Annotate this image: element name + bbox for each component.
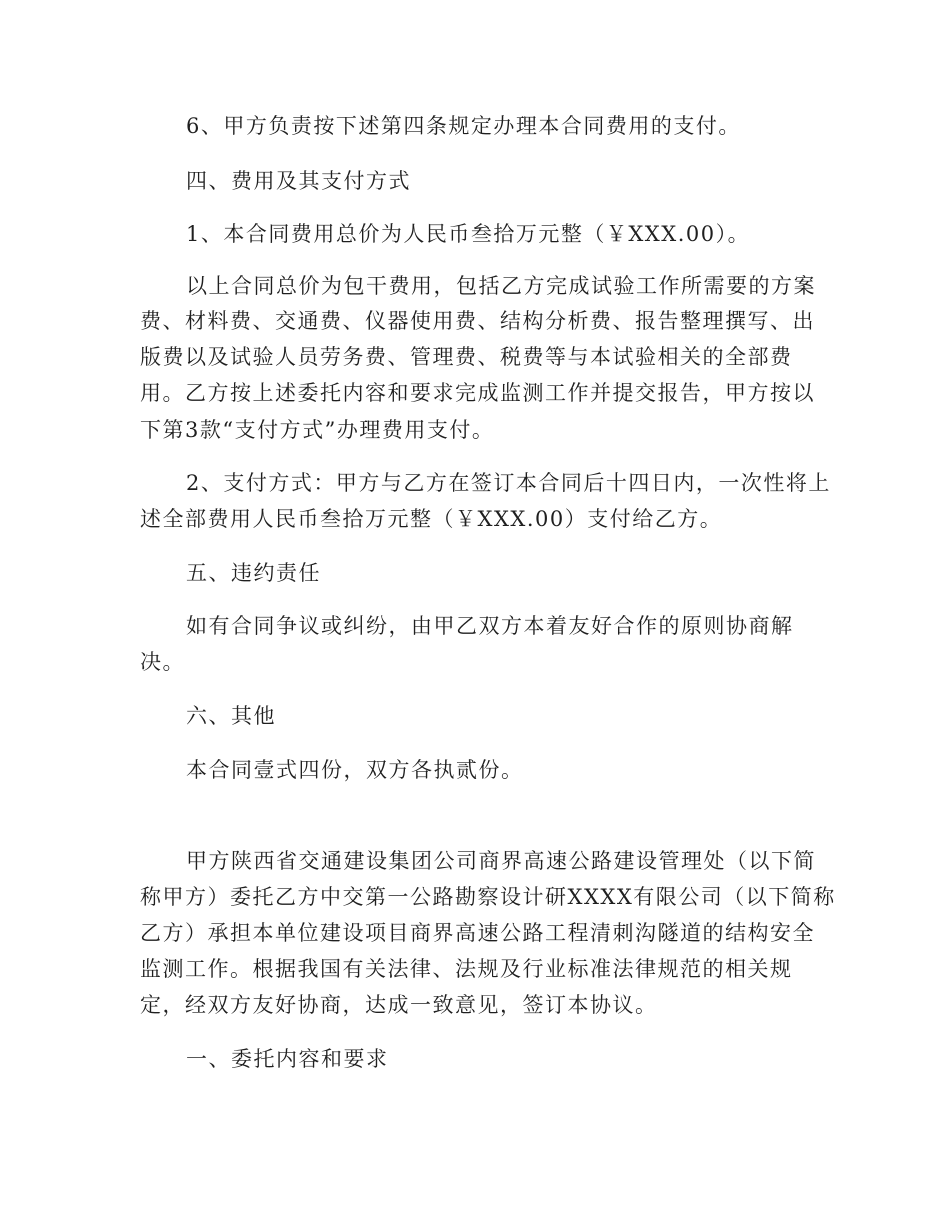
section-5-heading: 五、违约责任 [186, 561, 321, 585]
paragraph-line: 述全部费用人民币叁拾万元整（￥XXX.00）支付给乙方。 [140, 507, 723, 531]
clause-6-payment-duty: 6、甲方负责按下述第四条规定办理本合同费用的支付。 [186, 114, 741, 138]
paragraph-line: 版费以及试验人员劳务费、管理费、税费等与本试验相关的全部费 [140, 345, 793, 369]
paragraph-line: 甲方陕西省交通建设集团公司商界高速公路建设管理处（以下简 [186, 849, 816, 873]
paragraph-line: 费、材料费、交通费、仪器使用费、结构分析费、报告整理撰写、出 [140, 309, 815, 333]
paragraph-line: 称甲方）委托乙方中交第一公路勘察设计研XXXX有限公司（以下简称 [140, 885, 836, 909]
paragraph-line: 下第3款“支付方式”办理费用支付。 [140, 418, 495, 442]
paragraph-line: 定，经双方友好协商，达成一致意见，签订本协议。 [140, 993, 658, 1017]
section-4-heading: 四、费用及其支付方式 [186, 169, 411, 193]
paragraph-line: 本合同壹式四份，双方各执贰份。 [186, 758, 524, 782]
paragraph-line: 用。乙方按上述委托内容和要求完成监测工作并提交报告，甲方按以 [140, 381, 815, 405]
clause-2-payment-method: 2、支付方式：甲方与乙方在签订本合同后十四日内，一次性将上 [186, 471, 831, 495]
clause-1-total-price: 1、本合同费用总价为人民币叁拾万元整（￥XXX.00）。 [186, 222, 751, 246]
paragraph-line: 如有合同争议或纠纷，由甲乙双方本着友好合作的原则协商解 [186, 614, 794, 638]
paragraph-line: 决。 [140, 650, 185, 674]
section-1-heading: 一、委托内容和要求 [186, 1047, 389, 1071]
paragraph-line: 以上合同总价为包干费用，包括乙方完成试验工作所需要的方案 [186, 274, 816, 298]
paragraph-line: 乙方）承担本单位建设项目商界高速公路工程清刺沟隧道的结构安全 [140, 921, 815, 945]
section-6-heading: 六、其他 [186, 704, 276, 728]
paragraph-line: 监测工作。根据我国有关法律、法规及行业标准法律规范的相关规 [140, 957, 793, 981]
